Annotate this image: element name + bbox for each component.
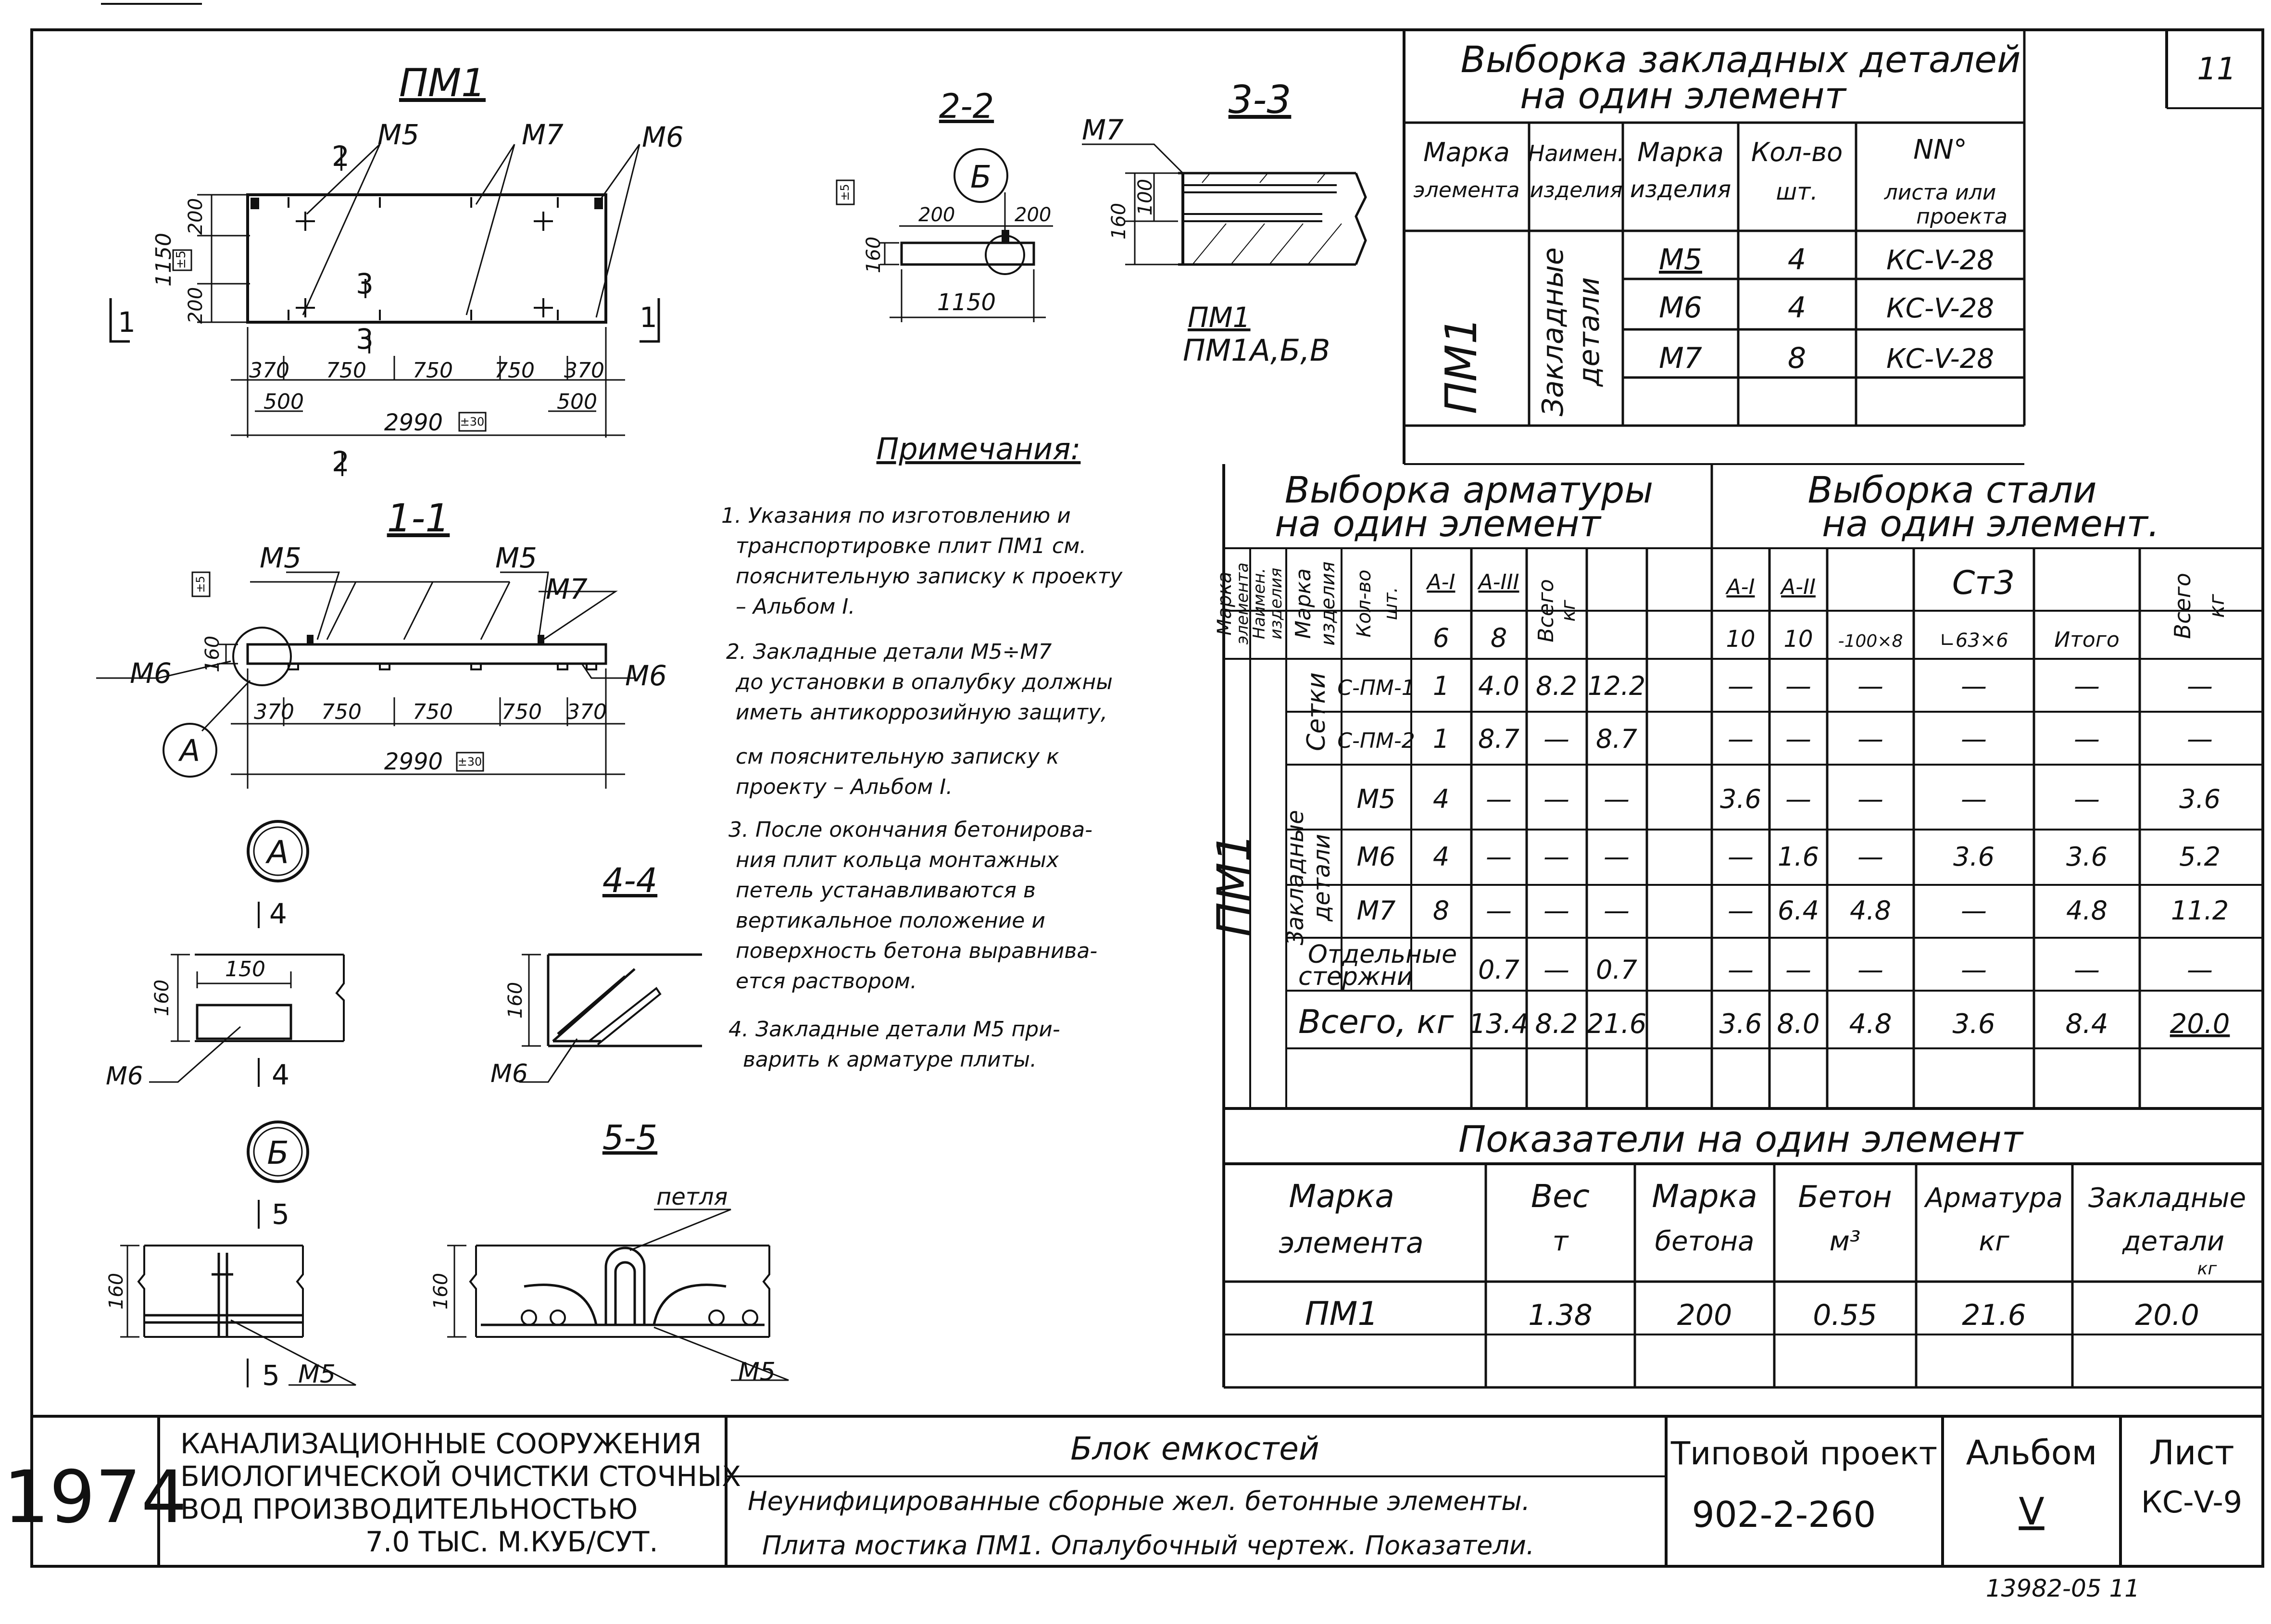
steel-header-strip: -100×8 [1838, 631, 1903, 651]
view-pm1-plan [111, 61, 684, 478]
section-1-1-m5b: М5 [495, 541, 537, 574]
rebar-cell: 8.4 [2065, 1008, 2108, 1040]
rebar-cell: — [1543, 842, 1569, 872]
notes-line: 4. Закладные детали М5 при- [728, 1017, 1060, 1042]
title-album-label: Альбом [1966, 1433, 2097, 1473]
rebar-cell: 4.8 [2066, 895, 2108, 926]
indicators-concrete: 0.55 [1813, 1298, 1877, 1332]
rebar-cell: — [1543, 784, 1569, 814]
embedded-title-2: на один элемент [1520, 74, 1846, 117]
embedded-header: изделия [1630, 176, 1731, 203]
rebar-cell: — [1604, 784, 1630, 814]
section-5-5-title: 5-5 [602, 1118, 658, 1158]
rebar-cell: — [1961, 955, 1987, 985]
detail-a-cut-bottom: 4 [272, 1058, 289, 1091]
notes-line: поверхность бетона выравнива- [736, 939, 1098, 963]
detail-b-cut-top: 5 [272, 1198, 289, 1231]
rebar-header-name: изделия [1267, 567, 1286, 640]
title-org-line: ВОД ПРОИЗВОДИТЕЛЬНОСТЬЮ [180, 1493, 638, 1525]
section-1-1 [96, 496, 667, 789]
rebar-cell: — [2187, 671, 2213, 701]
detail-b-letter: Б [267, 1134, 289, 1171]
rebar-cell: М6 [1356, 842, 1396, 872]
rebar-separate-label: стержни [1298, 962, 1413, 991]
section-1-1-m5a: М5 [260, 541, 301, 574]
pm1-dim-tol2: ±30 [460, 415, 485, 428]
rebar-cell: 4 [1432, 842, 1450, 872]
rebar-cell: 8.2 [1536, 671, 1577, 701]
section-2-2-tol: ±5 [838, 184, 852, 201]
notes-line: петель устанавливаются в [736, 878, 1036, 903]
embedded-row-qty: 8 [1787, 341, 1807, 375]
rebar-title-1: Выборка арматуры [1284, 468, 1654, 511]
rebar-cell: 5.2 [2179, 842, 2221, 872]
pm1-dim-1150: 1150 [151, 233, 176, 287]
rebar-cell: — [1486, 895, 1512, 926]
detail-b [105, 1122, 356, 1392]
embedded-row-qty: 4 [1787, 243, 1807, 277]
section-4-4-title: 4-4 [602, 861, 658, 900]
rebar-cell: — [1486, 784, 1512, 814]
rebar-cell: С-ПМ-2 [1337, 729, 1415, 753]
section-2-2-dim-1150: 1150 [937, 289, 996, 316]
section-1-1-dim-750c: 750 [502, 700, 542, 724]
steel-header-d10a: 10 [1726, 626, 1756, 653]
detail-a-m6: М6 [106, 1062, 143, 1091]
steel-header-angle: ∟63×6 [1939, 629, 2008, 652]
title-org-line: БИОЛОГИЧЕСКОЙ ОЧИСТКИ СТОЧНЫХ [180, 1460, 741, 1493]
pm1-mark-m7: М7 [522, 118, 564, 151]
indicators-header: т [1552, 1226, 1568, 1257]
title-block-name: Блок емкостей [1070, 1430, 1319, 1467]
rebar-cell: 4 [1432, 784, 1450, 814]
notes-line: 3. После окончания бетонирова- [728, 818, 1093, 842]
section-1-1-dim-750b: 750 [413, 700, 453, 724]
rebar-header-d6: 6 [1432, 623, 1450, 653]
rebar-cell: 8 [1432, 895, 1450, 926]
table-row [1305, 1295, 2199, 1333]
rebar-cell: — [1785, 955, 1811, 985]
notes-line: вертикальное положение и [736, 908, 1045, 933]
pm1-mark-m6: М6 [642, 121, 684, 153]
rebar-cell: — [2074, 955, 2100, 985]
rebar-header-qty: шт. [1380, 587, 1401, 620]
section-4-4-m6: М6 [490, 1059, 528, 1088]
notes-line: ния плит кольца монтажных [736, 848, 1059, 872]
table-row [1337, 724, 2213, 754]
section-5-5-m5: М5 [738, 1358, 776, 1386]
rebar-cell: — [1486, 842, 1512, 872]
rebar-cell: 20.0 [2170, 1008, 2230, 1040]
section-2-2-title: 2-2 [939, 87, 994, 126]
detail-a-dim-160: 160 [151, 979, 173, 1017]
indicators-table [1224, 1118, 2262, 1387]
rebar-cell: — [2074, 671, 2100, 701]
indicators-header: элемента [1279, 1226, 1424, 1260]
rebar-cell: — [1543, 724, 1569, 754]
rebar-cell: — [1728, 955, 1754, 985]
embedded-title-1: Выборка закладных деталей [1460, 38, 2021, 81]
indicators-header: детали [2122, 1226, 2225, 1257]
rebar-totals-label: Всего, кг [1298, 1003, 1454, 1041]
rebar-cell: 3.6 [2179, 784, 2221, 814]
notes-line: ется раствором. [736, 969, 917, 994]
title-sheet-number: КС-V-9 [2141, 1485, 2243, 1520]
table-row [1298, 1003, 2230, 1041]
title-album-number: V [2019, 1490, 2045, 1534]
rebar-cell: — [1961, 671, 1987, 701]
rebar-cell: 12.2 [1587, 671, 1646, 701]
rebar-cell: 3.6 [1953, 842, 1995, 872]
indicators-embedded: 20.0 [2135, 1298, 2199, 1332]
detail-a [106, 821, 344, 1091]
rebar-group-embed: Закладные [1282, 810, 1309, 945]
section-2-2-dim-200b: 200 [1015, 204, 1052, 226]
section-5-5 [430, 1118, 789, 1386]
rebar-cell: — [1857, 784, 1883, 814]
embedded-parts-table [1404, 30, 2024, 464]
table-row [1659, 341, 1994, 375]
steel-header-all: Всего [2170, 573, 2196, 639]
indicators-header: кг [2197, 1259, 2217, 1279]
rebar-cell: — [1543, 955, 1569, 985]
sheet-corner-number: 11 [2197, 51, 2236, 87]
section-5-5-loop: петля [656, 1183, 728, 1210]
steel-header-d10b: 10 [1783, 626, 1813, 653]
steel-header-a1: A-I [1726, 575, 1755, 599]
indicators-weight: 1.38 [1528, 1298, 1593, 1332]
indicators-header: Вес [1531, 1178, 1590, 1215]
section-1-1-dim-160: 160 [201, 635, 224, 673]
embedded-header: листа или [1884, 180, 1996, 205]
rebar-cell: М5 [1356, 784, 1396, 814]
section-1-1-dim-370a: 370 [254, 700, 294, 724]
pm1-dim-tol: ±5 [174, 250, 188, 269]
embedded-header: Кол-во [1751, 137, 1843, 167]
indicators-header: м³ [1829, 1226, 1861, 1257]
section-2-2 [837, 87, 1053, 322]
notes-line: транспортировке плит ПМ1 см. [736, 534, 1087, 558]
notes-title: Примечания: [876, 431, 1081, 466]
section-1-1-m7: М7 [546, 573, 588, 605]
rebar-cell: — [2187, 955, 2213, 985]
section-1-1-dim-2990: 2990 [384, 748, 443, 775]
rebar-cell: С-ПМ-1 [1337, 676, 1415, 700]
rebar-cell: 6.4 [1778, 895, 1819, 926]
rebar-cell: 21.6 [1586, 1008, 1647, 1040]
section-1-1-detail-a: А [179, 733, 201, 768]
embedded-row-mark: М6 [1659, 291, 1702, 325]
notes-line: до установки в опалубку должны [736, 670, 1113, 694]
embedded-row-sheet: КС-V-28 [1886, 343, 1994, 375]
table-row [1357, 784, 2221, 814]
section-1-1-dim-370b: 370 [566, 700, 607, 724]
table-row [1357, 895, 2229, 926]
indicators-header: Марка [1652, 1178, 1757, 1215]
rebar-cell: 13.4 [1468, 1008, 1529, 1040]
title-org-line: 7.0 ТЫС. М.КУБ/СУТ. [365, 1525, 658, 1558]
rebar-cell: — [1785, 671, 1811, 701]
rebar-cell: — [1543, 895, 1569, 926]
pm1-dim-750a: 750 [326, 358, 366, 383]
steel-title-1: Выборка стали [1807, 468, 2097, 511]
detail-b-cut-bottom: 5 [262, 1359, 280, 1392]
rebar-cell: 1 [1432, 671, 1450, 701]
rebar-cell: М7 [1356, 895, 1396, 926]
pm1-dim-750c: 750 [494, 358, 535, 383]
rebar-cell: 3.6 [1952, 1008, 1995, 1040]
embedded-header: Марка [1637, 137, 1724, 167]
section-2-2-dim-160: 160 [863, 236, 885, 274]
notes-line: 1. Указания по изготовлению и [721, 504, 1071, 528]
rebar-header-a1: A-I [1427, 570, 1455, 594]
title-org-line: КАНАЛИЗАЦИОННЫЕ СООРУЖЕНИЯ [180, 1427, 702, 1460]
pm1-label-2-bottom: 2 [332, 445, 350, 478]
pm1-dim-200b: 200 [185, 287, 207, 324]
title-desc-2: Плита мостика ПМ1. Опалубочный чертеж. Показатели. [762, 1530, 1535, 1561]
pm1-dim-500a: 500 [263, 390, 304, 414]
rebar-cell: — [1604, 842, 1630, 872]
rebar-cell: — [1857, 724, 1883, 754]
embedded-row-mark: М5 [1659, 243, 1702, 277]
notes-line: варить к арматуре плиты. [743, 1047, 1037, 1072]
indicators-header: Бетон [1798, 1179, 1892, 1214]
rebar-cell: 8.2 [1535, 1008, 1578, 1040]
title-desc-1: Неунифицированные сборные жел. бетонные элементы. [748, 1486, 1531, 1516]
section-1-1-m6b: М6 [625, 659, 667, 692]
rebar-cell: — [1604, 895, 1630, 926]
embedded-header: Наимен. [1528, 140, 1625, 166]
pm1-mark-3b: 3 [356, 323, 374, 355]
embedded-header: NN° [1913, 134, 1967, 165]
rebar-header-qty: Кол-во [1353, 569, 1375, 638]
section-2-2-dim-200a: 200 [918, 204, 955, 226]
section-1-1-title: 1-1 [387, 496, 450, 541]
rebar-title-2: на один элемент [1275, 502, 1601, 545]
section-1-1-tol: ±5 [194, 576, 207, 593]
steel-header-all: кг [2205, 594, 2229, 618]
footer-archive-number: 13982-05 11 [1985, 1574, 2140, 1602]
view-pm1-title: ПМ1 [399, 61, 486, 105]
rebar-cell: — [1728, 842, 1754, 872]
notes [721, 431, 1123, 1072]
section-4-4-dim-160: 160 [504, 982, 527, 1019]
indicators-header: бетона [1655, 1226, 1755, 1257]
rebar-cell: — [1857, 842, 1883, 872]
title-project-number: 902-2-260 [1692, 1494, 1876, 1536]
rebar-cell: — [1728, 724, 1754, 754]
title-sheet-label: Лист [2149, 1433, 2234, 1473]
detail-b-m5: М5 [298, 1360, 336, 1389]
rebar-cell: — [1961, 724, 1987, 754]
notes-line: проекту – Альбом I. [736, 775, 953, 799]
rebar-cell: 3.6 [2066, 842, 2108, 872]
rebar-header-mark: Марка [1291, 568, 1316, 639]
detail-b-dim-160: 160 [105, 1272, 127, 1310]
section-1-1-tol2: ±30 [457, 755, 482, 768]
rebar-cell: — [1961, 895, 1987, 926]
rebar-cell: — [2074, 724, 2100, 754]
rebar-cell: — [1961, 784, 1987, 814]
rebar-cell: — [1857, 671, 1883, 701]
embedded-header: элемента [1413, 178, 1520, 202]
detail-a-dim-150: 150 [225, 957, 265, 982]
rebar-cell: 8.0 [1777, 1008, 1820, 1040]
table-row [1298, 940, 2213, 991]
embedded-header: проекта [1916, 204, 2008, 229]
embedded-header: Марка [1423, 137, 1510, 167]
rebar-separate-label: Отдельные [1308, 940, 1457, 969]
rebar-cell: — [1728, 671, 1754, 701]
rebar-cell: 3.6 [1719, 1008, 1762, 1040]
notes-line: см пояснительную записку к [736, 744, 1059, 769]
pm1-dim-370b: 370 [564, 358, 604, 383]
rebar-cell: 0.7 [1478, 955, 1519, 985]
embedded-header: шт. [1776, 178, 1818, 205]
steel-header-a2: A-II [1781, 575, 1816, 599]
pm1-dim-750b: 750 [413, 358, 453, 383]
section-2-2-detail-b: Б [970, 160, 991, 195]
rebar-cell: 4.0 [1478, 671, 1519, 701]
rebar-group-embed: детали [1308, 834, 1335, 921]
embedded-item-name: детали [1572, 277, 1606, 387]
embedded-row-sheet: КС-V-28 [1886, 293, 1994, 324]
rebar-cell: — [2187, 724, 2213, 754]
rebar-cell: 3.6 [1720, 784, 1761, 814]
notes-line: 2. Закладные детали М5÷М7 [726, 640, 1052, 664]
pm1-dim-200a: 200 [185, 198, 207, 235]
pm1-dim-2990: 2990 [384, 409, 443, 436]
rebar-header-total: Всего [1534, 579, 1558, 642]
embedded-row-sheet: КС-V-28 [1886, 245, 1994, 276]
table-row [1337, 671, 2213, 701]
indicators-mark: ПМ1 [1305, 1295, 1379, 1333]
rebar-cell: 8.7 [1478, 724, 1519, 754]
section-3-3-dim-100: 100 [1134, 178, 1156, 216]
rebar-cell: — [1785, 724, 1811, 754]
rebar-cell: — [1728, 895, 1754, 926]
section-3-3-dim-160: 160 [1108, 202, 1130, 240]
rebar-cell: 0.7 [1596, 955, 1637, 985]
rebar-cell: — [2074, 784, 2100, 814]
detail-a-cut-top: 4 [269, 897, 287, 930]
embedded-row-qty: 4 [1787, 291, 1807, 325]
rebar-header-element: элемента [1233, 562, 1252, 645]
indicators-header: Марка [1289, 1178, 1394, 1215]
rebar-header-total: кг [1557, 600, 1580, 622]
steel-title-2: на один элемент. [1822, 502, 2159, 545]
indicators-header: Закладные [2088, 1183, 2246, 1214]
indicators-rebar: 21.6 [1962, 1298, 2026, 1332]
embedded-header: изделия [1530, 178, 1623, 202]
steel-header-st3: Ст3 [1952, 564, 2015, 602]
section-5-5-dim-160: 160 [430, 1272, 452, 1310]
indicators-header: Арматура [1925, 1183, 2063, 1214]
rebar-cell: 1.6 [1778, 842, 1819, 872]
section-3-3 [1082, 77, 1366, 368]
pm1-dim-370a: 370 [249, 358, 289, 383]
rebar-header-a3: A-III [1478, 570, 1519, 594]
rebar-cell: 1 [1432, 724, 1450, 754]
rebar-cell: 4.8 [1849, 1008, 1892, 1040]
sheet-frame [32, 4, 2263, 1566]
title-block [3, 1416, 2263, 1566]
indicators-header: кг [1979, 1226, 2009, 1257]
rebar-cell: 11.2 [2171, 895, 2229, 926]
rebar-cell: 8.7 [1596, 724, 1637, 754]
table-row [1659, 291, 1994, 325]
title-project-label: Типовой проект [1670, 1435, 1938, 1472]
detail-a-letter: А [267, 834, 289, 871]
rebar-cell: — [1785, 784, 1811, 814]
title-year: 1974 [3, 1456, 187, 1539]
rebar-header-d8: 8 [1490, 623, 1507, 653]
pm1-mark-3: 3 [356, 267, 374, 300]
rebar-cell: — [1857, 955, 1883, 985]
rebar-group-mesh: Сетки [1302, 672, 1331, 751]
section-1-1-dim-750a: 750 [321, 700, 362, 724]
section-3-3-variants: ПМ1А,Б,В [1183, 333, 1330, 368]
rebar-header-element: Марка [1214, 571, 1236, 636]
notes-line: пояснительную записку к проекту [736, 564, 1123, 589]
section-1-1-m6a: М6 [130, 657, 172, 690]
pm1-mark-m5: М5 [377, 118, 419, 151]
embedded-row-mark: М7 [1659, 341, 1702, 375]
section-3-3-mark-m7: М7 [1082, 113, 1124, 146]
embedded-element: ПМ1 [1436, 316, 1487, 415]
embedded-item-name: Закладные [1536, 247, 1570, 416]
pm1-section-1-left: 1 [118, 306, 136, 339]
table-row [1357, 842, 2221, 872]
pm1-label-2: 2 [332, 140, 350, 173]
section-4-4 [490, 861, 702, 1088]
indicators-title: Показатели на один элемент [1458, 1118, 2023, 1160]
section-3-3-pm1: ПМ1 [1188, 301, 1251, 334]
rebar-cell: 4.8 [1850, 895, 1891, 926]
notes-line: – Альбом I. [736, 594, 855, 619]
section-3-3-title: 3-3 [1228, 77, 1292, 122]
indicators-grade: 200 [1677, 1298, 1732, 1332]
table-row [1659, 243, 1994, 277]
pm1-dim-500b: 500 [557, 390, 597, 414]
pm1-section-1-right: 1 [640, 301, 657, 334]
notes-line: иметь антикоррозийную защиту, [736, 700, 1108, 725]
rebar-header-name: Наимен. [1250, 567, 1269, 640]
steel-header-sum: Итого [2054, 628, 2120, 652]
rebar-header-mark: изделия [1317, 561, 1339, 646]
rebar-element: ПМ1 [1207, 832, 1261, 937]
